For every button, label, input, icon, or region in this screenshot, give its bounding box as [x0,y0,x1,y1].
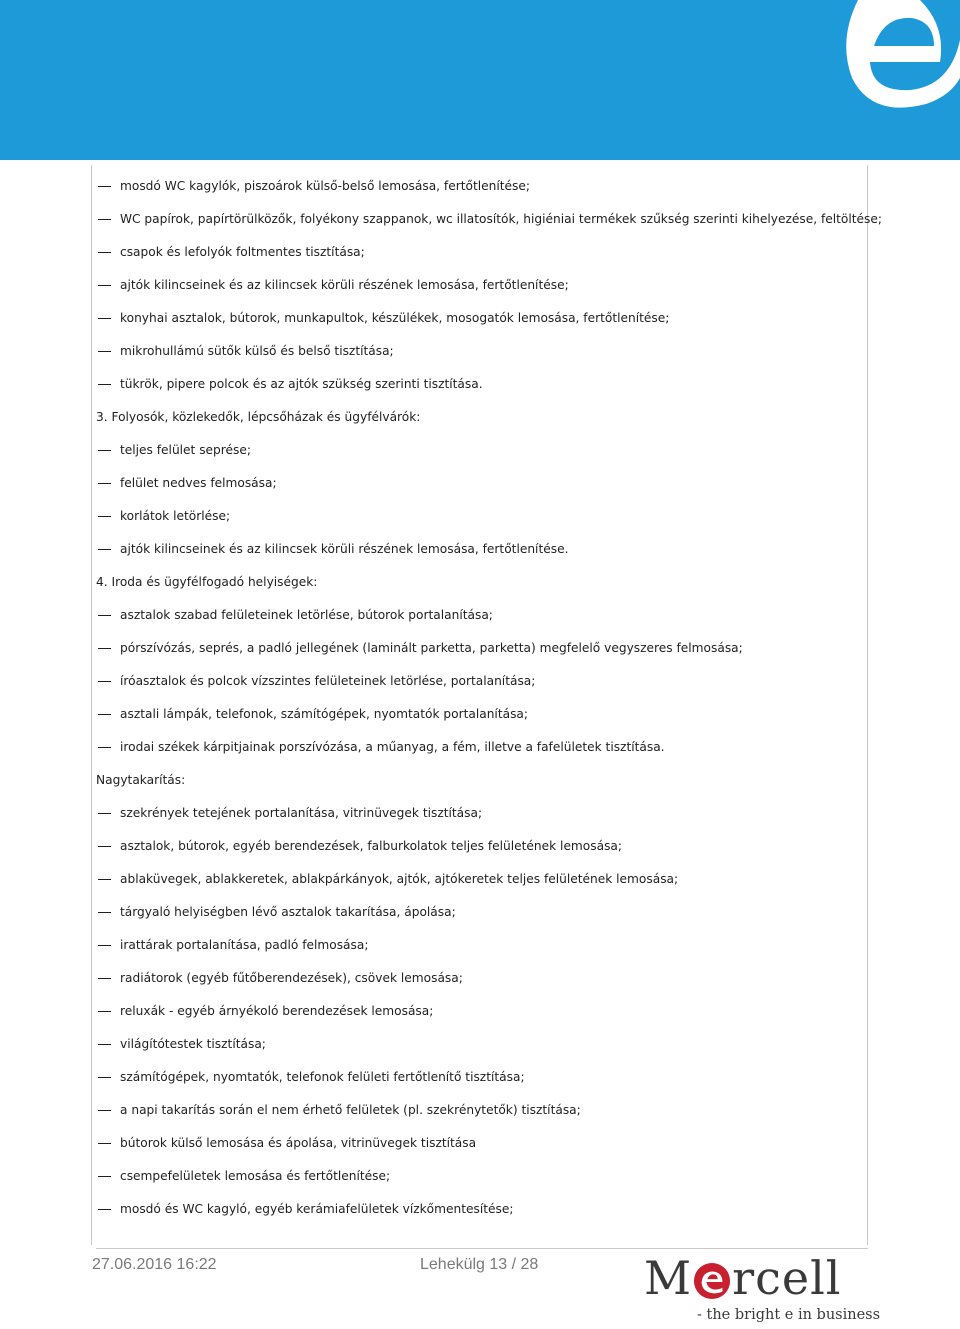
list-item [96,1061,866,1094]
line-text: mosdó WC kagylók, piszoárok külső-belső lemosása, fertőtlenítése; [120,179,530,193]
left-margin-line [91,165,92,1245]
line-text: bútorok külső lemosása és ápolása, vitrinüvegek tisztítása [120,1136,477,1150]
red-e-icon [693,1262,731,1300]
list-item [96,368,866,401]
line-text: csempefelületek lemosása és fertőtlenítése; [120,1169,391,1183]
line-text: asztalok szabad felületeinek letörlése, bútorok portalanítása; [120,608,493,622]
dash-bullet-icon [98,351,111,352]
list-item [96,1193,866,1226]
line-text: pórszívózás, seprés, a padló jellegének (laminált parketta, parketta) megfelelő vegyszeres felmosása; [120,641,743,655]
line-text: asztali lámpák, telefonok, számítógépek, nyomtatók portalanítása; [120,707,528,721]
dash-bullet-icon [98,1209,111,1210]
dash-bullet-icon [98,879,111,880]
list-item [96,1094,866,1127]
brand-tagline: - the bright e in business [697,1307,881,1323]
list-item [96,1127,866,1160]
line-text: felület nedves felmosása; [120,476,277,490]
dash-bullet-icon [98,450,111,451]
list-item [96,962,866,995]
list-item [96,236,866,269]
list-item [96,1028,866,1061]
list-item [96,302,866,335]
line-text: számítógépek, nyomtatók, telefonok felületi fertőtlenítő tisztítása; [120,1070,525,1084]
footer-datetime: 27.06.2016 16:22 [92,1256,217,1273]
list-item [96,896,866,929]
list-item [96,467,866,500]
line-text: ablaküvegek, ablakkeretek, ablakpárkányok, ajtók, ajtókeretek teljes felületének lemosása; [120,872,679,886]
line-text: irodai székek kárpitjainak porszívózása, a műanyag, a fém, illetve a fafelületek tisztítása. [120,740,665,754]
line-text: WC papírok, papírtörülközők, folyékony szappanok, wc illatosítók, higiéniai termékek szűkség szerinti kihelyezése, feltöltése; [120,212,882,226]
line-text: mosdó és WC kagyló, egyéb kerámiafelületek vízkőmentesítése; [120,1202,514,1216]
line-text: 4. Iroda és ügyfélfogadó helyiségek: [96,575,318,589]
line-text: 3. Folyosók, közlekedők, lépcsőházak és ügyfélvárók: [96,410,421,424]
marcell-logo [640,1250,881,1328]
line-text: ajtók kilincseinek és az kilincsek körüli részének lemosása, fertőtlenítése; [120,278,569,292]
list-item [96,335,866,368]
line-text: konyhai asztalok, bútorok, munkapultok, készülékek, mosogatók lemosása, fertőtlenítése; [120,311,670,325]
list-item [96,500,866,533]
dash-bullet-icon [98,483,111,484]
line-text: tárgyaló helyiségben lévő asztalok takarítása, ápolása; [120,905,456,919]
section-heading [96,566,866,599]
list-item [96,269,866,302]
list-item [96,698,866,731]
document-body [96,170,882,1226]
list-item [96,434,866,467]
dash-bullet-icon [98,1143,111,1144]
dash-bullet-icon [98,318,111,319]
line-text: szekrények tetejének portalanítása, vitrinüvegek tisztítása; [120,806,483,820]
line-text: Nagytakarítás: [96,773,186,787]
dash-bullet-icon [98,384,111,385]
dash-bullet-icon [98,1011,111,1012]
line-text: ajtók kilincseinek és az kilincsek körüli részének lemosása, fertőtlenítése. [120,542,569,556]
dash-bullet-icon [98,615,111,616]
line-text: csapok és lefolyók foltmentes tisztítása; [120,245,365,259]
list-item [96,797,866,830]
dash-bullet-icon [98,252,111,253]
dash-bullet-icon [98,978,111,979]
dash-bullet-icon [98,1044,111,1045]
line-text: világítótestek tisztítása; [120,1037,266,1051]
line-text: teljes felület seprése; [120,443,251,457]
section-heading [96,764,866,797]
line-text: irattárak portalanítása, padló felmosása; [120,938,369,952]
list-item [96,170,866,203]
line-text: tükrök, pipere polcok és az ajtók szükség szerinti tisztítása. [120,377,483,391]
list-item [96,533,866,566]
brand-wordmark-rest: rcell [732,1251,842,1305]
dash-bullet-icon [98,714,111,715]
right-margin-line [867,165,868,1245]
list-item [96,1160,866,1193]
dash-bullet-icon [98,912,111,913]
line-text: íróasztalok és polcok vízszintes felületeinek letörlése, portalanítása; [120,674,536,688]
line-text: reluxák - egyéb árnyékoló berendezések lemosása; [120,1004,434,1018]
header-banner [0,0,960,160]
dash-bullet-icon [98,549,111,550]
line-text: asztalok, bútorok, egyéb berendezések, falburkolatok teljes felületének lemosása; [120,839,623,853]
list-item [96,203,882,236]
footer-divider [96,1248,868,1249]
list-item [96,665,866,698]
line-text: korlátok letörlése; [120,509,231,523]
list-item [96,599,866,632]
dash-bullet-icon [98,285,111,286]
dash-bullet-icon [98,747,111,748]
brand-wordmark-m: M [644,1251,693,1305]
list-item [96,863,866,896]
list-item [96,995,866,1028]
line-text: radiátorok (egyéb fűtőberendezések), csövek lemosása; [120,971,463,985]
list-item [96,632,866,665]
line-text: mikrohullámú sütők külső és belső tisztítása; [120,344,394,358]
line-text: a napi takarítás során el nem érhető felületek (pl. szekrénytetők) tisztítása; [120,1103,581,1117]
dash-bullet-icon [98,813,111,814]
dash-bullet-icon [98,516,111,517]
brand-wordmark [644,1250,842,1306]
dash-bullet-icon [98,648,111,649]
dash-bullet-icon [98,1077,111,1078]
section-heading [96,401,866,434]
list-item [96,830,866,863]
dash-bullet-icon [98,1110,111,1111]
dash-bullet-icon [98,1176,111,1177]
dash-bullet-icon [98,186,111,187]
dash-bullet-icon [98,219,111,220]
dash-bullet-icon [98,945,111,946]
list-item [96,731,866,764]
list-item [96,929,866,962]
e-logo-icon [800,0,960,160]
footer-page-number: Lehekülg 13 / 28 [420,1256,539,1273]
dash-bullet-icon [98,846,111,847]
dash-bullet-icon [98,681,111,682]
